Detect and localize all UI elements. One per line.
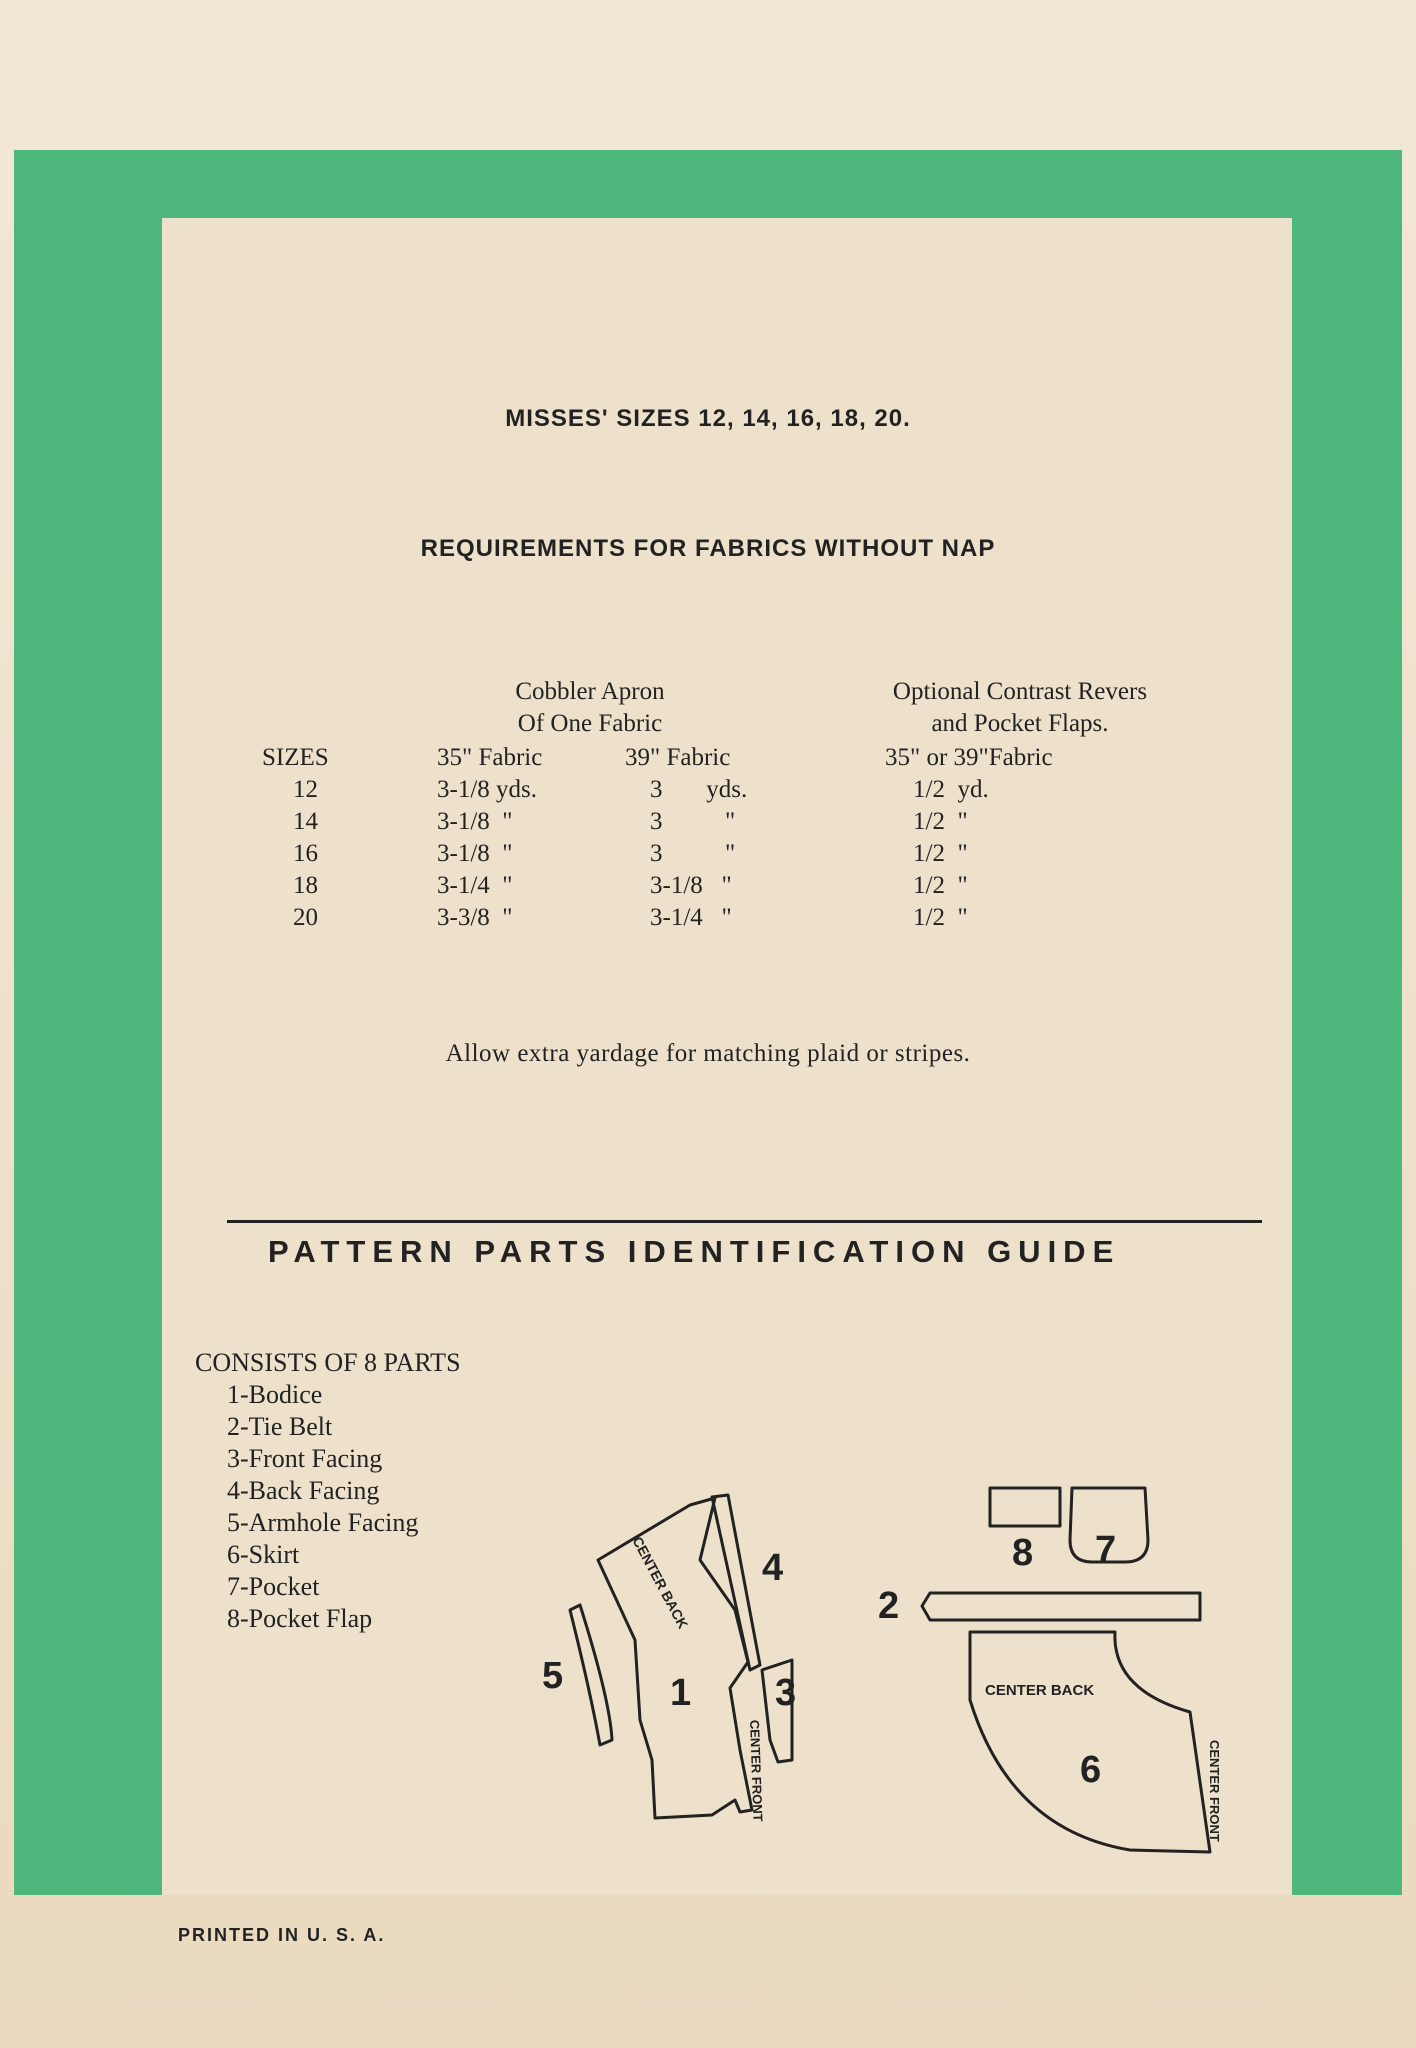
skirt-piece [970, 1632, 1210, 1852]
part-item: 3-Front Facing [227, 1444, 383, 1473]
row-35: 3-1/8 yds. [437, 776, 537, 803]
label-5: 5 [542, 1655, 564, 1697]
row-size: 12 [293, 776, 318, 803]
label-6: 6 [1080, 1749, 1102, 1791]
label-7: 7 [1095, 1529, 1117, 1571]
row-35: 3-1/8 " [437, 840, 513, 867]
row-size: 16 [293, 840, 318, 867]
tie-belt-piece [922, 1593, 1200, 1620]
part-item: 5-Armhole Facing [227, 1508, 419, 1537]
back-facing-piece [712, 1495, 760, 1670]
yardage-note: Allow extra yardage for matching plaid or stripes. [445, 1040, 971, 1067]
row-size: 14 [293, 808, 318, 835]
col-35-header: 35" Fabric [437, 744, 543, 771]
printed-in-usa: PRINTED IN U. S. A. [178, 1925, 386, 1945]
part-item: 8-Pocket Flap [227, 1604, 373, 1633]
col1-header-line1: Cobbler Apron [515, 678, 665, 705]
row-39: 3-1/8 " [650, 872, 732, 899]
label-3: 3 [775, 1672, 797, 1714]
bodice-center-front-label: CENTER FRONT [747, 1719, 766, 1822]
col-39-header: 39" Fabric [625, 744, 731, 771]
label-1: 1 [670, 1672, 692, 1714]
row-size: 18 [293, 872, 318, 899]
guide-title: PATTERN PARTS IDENTIFICATION GUIDE [268, 1234, 1121, 1269]
row-35: 3-3/8 " [437, 904, 513, 931]
row-contrast: 1/2 " [913, 872, 968, 899]
armhole-facing-piece [570, 1605, 612, 1745]
pocket-flap-piece [990, 1488, 1060, 1526]
row-35: 3-1/8 " [437, 808, 513, 835]
pattern-diagram [520, 1460, 1280, 1880]
label-4: 4 [762, 1547, 784, 1589]
label-8: 8 [1012, 1532, 1034, 1574]
part-item: 6-Skirt [227, 1540, 300, 1569]
sizes-header: SIZES [262, 744, 329, 771]
row-contrast: 1/2 " [913, 840, 968, 867]
part-item: 1-Bodice [227, 1380, 323, 1409]
row-35: 3-1/4 " [437, 872, 513, 899]
row-contrast: 1/2 " [913, 808, 968, 835]
row-39: 3 " [650, 840, 736, 867]
skirt-center-back-label: CENTER BACK [985, 1682, 1095, 1699]
row-size: 20 [293, 904, 318, 931]
part-item: 2-Tie Belt [227, 1412, 333, 1441]
row-39: 3-1/4 " [650, 904, 732, 931]
bodice-piece [598, 1498, 752, 1818]
skirt-center-front-label: CENTER FRONT [1207, 1740, 1222, 1842]
bodice-center-back-label: CENTER BACK [629, 1533, 692, 1632]
row-39: 3 yds. [650, 776, 748, 803]
col1-header-line2: Of One Fabric [517, 710, 663, 737]
col-contrast-header: 35" or 39"Fabric [885, 744, 1053, 771]
requirements-heading: REQUIREMENTS FOR FABRICS WITHOUT NAP [420, 535, 996, 562]
col3-header-line1: Optional Contrast Revers [892, 678, 1148, 705]
part-item: 4-Back Facing [227, 1476, 380, 1505]
divider-rule [227, 1220, 1262, 1223]
row-contrast: 1/2 " [913, 904, 968, 931]
label-2: 2 [878, 1585, 900, 1627]
parts-title: CONSISTS OF 8 PARTS [195, 1348, 461, 1377]
col3-header-line2: and Pocket Flaps. [931, 710, 1109, 737]
row-contrast: 1/2 yd. [913, 776, 989, 803]
row-39: 3 " [650, 808, 736, 835]
part-item: 7-Pocket [227, 1572, 320, 1601]
sizes-heading: MISSES' SIZES 12, 14, 16, 18, 20. [505, 405, 911, 432]
